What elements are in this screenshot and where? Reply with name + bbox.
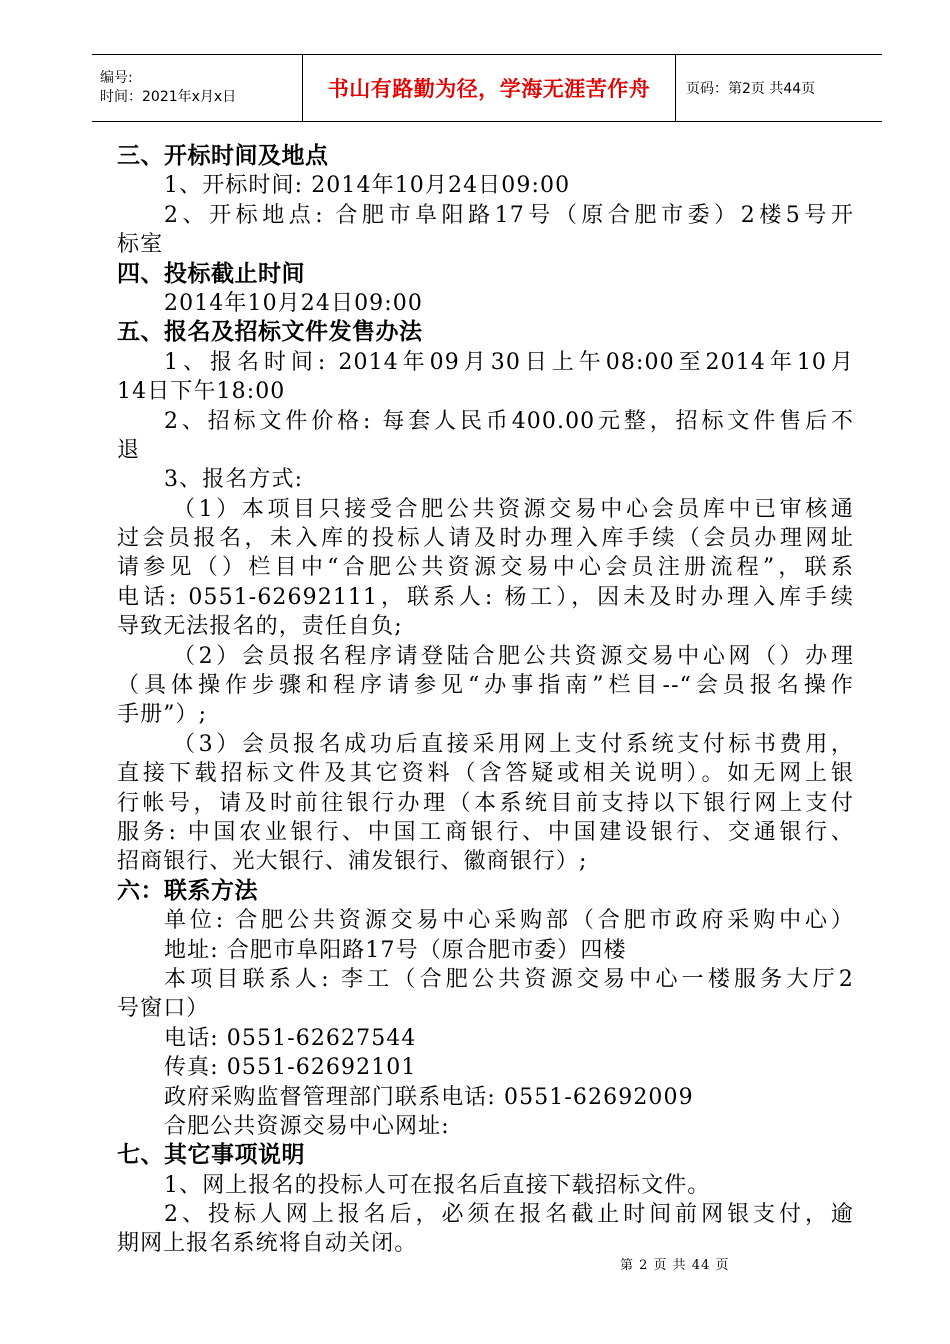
body-text-line: 过会员报名，未入库的投标人请及时办理入库手续（会员办理网址: [117, 526, 854, 552]
body-text-line: （3）会员报名成功后直接采用网上支付系统支付标书费用，: [173, 731, 854, 757]
body-text-line: 手册”）;: [117, 702, 208, 728]
body-text-line: 单位: 合肥公共资源交易中心采购部（合肥市政府采购中心）: [164, 908, 854, 934]
body-text-line: 退: [117, 437, 141, 463]
header-motto: 书山有路勤为径，学海无涯苦作舟: [303, 55, 676, 122]
document-number-label: 编号:: [100, 70, 133, 86]
body-text-line: 期网上报名系统将自动关闭。: [117, 1231, 418, 1257]
page-header: [92, 54, 882, 122]
body-text-line: 3、报名方式:: [164, 467, 304, 493]
header-meta: [92, 55, 303, 122]
body-text-line: 1、开标时间: 2014年10月24日09:00: [164, 173, 571, 199]
section-heading: 七、其它事项说明: [117, 1142, 305, 1169]
body-text-line: 传真: 0551-62692101: [164, 1055, 417, 1081]
body-text-line: （1）本项目只接受合肥公共资源交易中心会员库中已审核通: [173, 496, 854, 522]
body-text-line: 14日下午18:00: [117, 379, 286, 405]
body-text-line: 地址: 合肥市阜阳路17号（原合肥市委）四楼: [164, 937, 627, 963]
body-text-line: 2014年10月24日09:00: [164, 290, 423, 316]
body-text-line: 直接下载招标文件及其它资料（含答疑或相关说明）。如无网上银: [117, 761, 854, 787]
body-text-line: 1、报名时间: 2014年09月30日上午08:00至2014年10月: [164, 349, 854, 375]
body-text-line: 2、招标文件价格: 每套人民币400.00元整，招标文件售后不: [164, 408, 854, 434]
page-footer: 第 2 页 共 44 页: [620, 1258, 730, 1273]
body-text-line: 2、投标人网上报名后，必须在报名截止时间前网银支付，逾: [164, 1202, 854, 1228]
body-text-line: 行帐号，请及时前往银行办理（本系统目前支持以下银行网上支付: [117, 790, 854, 816]
body-text-line: （具体操作步骤和程序请参见“办事指南”栏目--“会员报名操作: [117, 673, 854, 699]
body-text-line: 合肥公共资源交易中心网址:: [164, 1113, 450, 1139]
body-text-line: 电话: 0551-62692111，联系人: 杨工），因未及时办理入库手续: [117, 584, 854, 610]
section-heading: 六：联系方法: [117, 877, 258, 904]
body-text-line: 1、网上报名的投标人可在报名后直接下载招标文件。: [164, 1172, 711, 1198]
body-text-line: 服务: 中国农业银行、中国工商银行、中国建设银行、交通银行、: [117, 819, 854, 845]
body-text-line: 电话: 0551-62627544: [164, 1025, 417, 1051]
body-text-line: 招商银行、光大银行、浦发银行、徽商银行）;: [117, 849, 588, 875]
body-text-line: 请参见（）栏目中“合肥公共资源交易中心会员注册流程”，联系: [117, 555, 854, 581]
document-body: [117, 142, 854, 1259]
body-text-line: 号窗口）: [117, 996, 210, 1022]
document-time-label: 时间：2021年x月x日: [100, 89, 237, 105]
section-heading: 四、投标截止时间: [117, 260, 305, 287]
body-text-line: 本项目联系人: 李工（合肥公共资源交易中心一楼服务大厅2: [164, 966, 854, 992]
body-text-line: 2、开标地点: 合肥市阜阳路17号（原合肥市委）2楼5号开: [164, 202, 854, 228]
body-text-line: （2）会员报名程序请登陆合肥公共资源交易中心网（）办理: [173, 643, 854, 669]
body-text-line: 政府采购监督管理部门联系电话: 0551-62692009: [164, 1084, 694, 1110]
section-heading: 三、开标时间及地点: [117, 143, 329, 169]
body-text-line: 导致无法报名的，责任自负;: [117, 614, 403, 640]
section-heading: 五、报名及招标文件发售办法: [117, 319, 423, 346]
body-text-line: 标室: [117, 232, 164, 258]
header-page-info: 页码：第2页 共44页: [676, 55, 883, 122]
